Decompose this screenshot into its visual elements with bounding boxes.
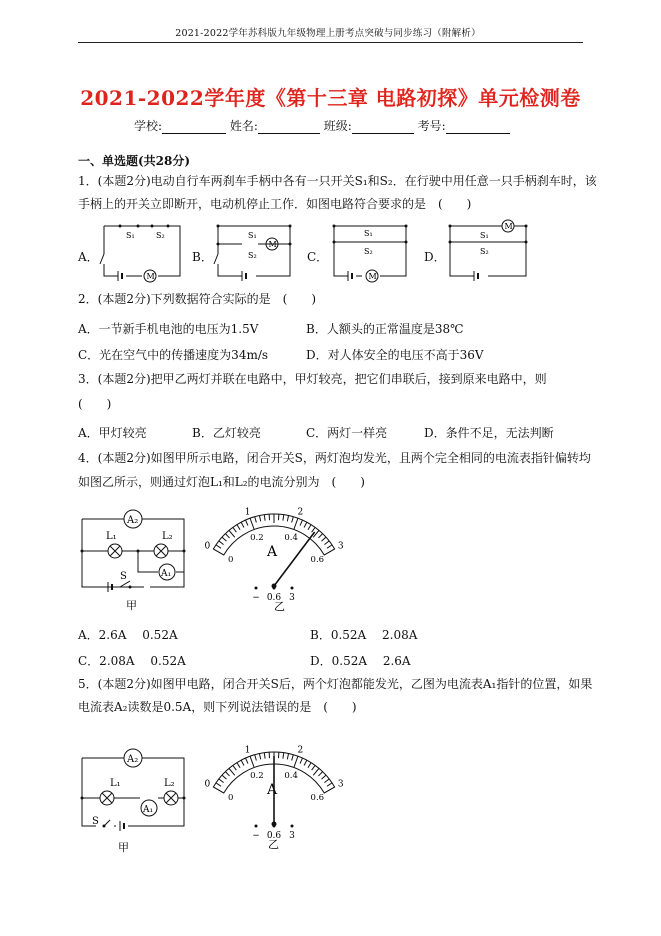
meter-tick xyxy=(327,545,332,548)
q4-l1-label: L₁ xyxy=(106,531,117,542)
q1c-motor: M xyxy=(368,272,377,281)
meter-outer-tick-label: 3 xyxy=(337,779,344,790)
q1-option-d-label: D． xyxy=(424,250,446,264)
section-heading: 一、单选题(共28分) xyxy=(78,154,191,168)
meter-tick xyxy=(300,520,302,525)
number-blank[interactable] xyxy=(446,121,510,134)
q4-l2-label: L₂ xyxy=(162,531,173,542)
meter-tick xyxy=(308,763,311,768)
q4-circuit-jia xyxy=(80,505,190,617)
meter-outer-tick-label: 0 xyxy=(204,779,211,790)
meter-tick xyxy=(313,768,319,775)
q3-line-1: 3．(本题2分)把甲乙两灯并联在电路中，甲灯较亮，把它们串联后，接到原来电路中，则 xyxy=(78,372,547,386)
q5-a1-label: A₁ xyxy=(143,805,154,815)
name-label: 姓名: xyxy=(229,119,258,133)
q1b-s2: S₂ xyxy=(248,251,257,260)
meter-outer-tick-label: 2 xyxy=(297,745,304,756)
meter-tick xyxy=(213,549,223,555)
meter-inner-tick-label: 0.2 xyxy=(250,771,264,782)
q5-s-label: S xyxy=(92,816,99,827)
meter-tick xyxy=(324,541,329,545)
q5-line-1: 5．(本题2分)如图甲电路，闭合开关S后，两个灯泡都能发光，乙图为电流表A₁指针的位置，如果 xyxy=(78,677,593,691)
meter-inner-tick-label: 0.2 xyxy=(250,533,264,544)
meter-tick xyxy=(233,527,237,532)
meter-outer-tick-label: 1 xyxy=(244,507,251,518)
school-label: 学校: xyxy=(134,119,163,133)
meter-outer-tick-label: 3 xyxy=(337,541,344,552)
meter-tick xyxy=(250,756,254,767)
q1-circuit-b xyxy=(212,218,296,286)
meter-tick xyxy=(216,783,221,786)
q2-option-b[interactable]: B．人额头的正常温度是38℃ xyxy=(306,322,464,336)
running-header: 2021-2022学年苏科版九年级物理上册考点突破与同步练习（附解析） xyxy=(175,28,481,39)
meter-outer-tick-label: 2 xyxy=(297,507,304,518)
meter-tick xyxy=(241,760,244,765)
q2-option-a[interactable]: A．一节新手机电池的电压为1.5V xyxy=(78,322,259,336)
meter-tick xyxy=(222,775,226,779)
meter-tick xyxy=(264,515,265,521)
meter-tick xyxy=(292,755,294,761)
meter-tick xyxy=(283,515,284,521)
q5-circuit-jia xyxy=(80,748,192,858)
meter-tick xyxy=(324,549,334,555)
meter-tick xyxy=(300,758,302,763)
meter-tick xyxy=(237,525,240,530)
q5-ammeter-yi xyxy=(202,730,358,850)
meter-tick xyxy=(229,530,235,537)
meter-terminal xyxy=(291,825,294,828)
meter-tick xyxy=(225,772,229,776)
q4-ammeter-yi xyxy=(202,492,358,612)
meter-terminal-label: − xyxy=(252,593,260,603)
q1a-motor: M xyxy=(146,272,155,281)
meter-tick xyxy=(304,522,307,527)
meter-tick xyxy=(259,516,260,522)
school-blank[interactable] xyxy=(162,121,226,134)
meter-inner-tick-label: 0.4 xyxy=(284,533,298,544)
meter-tick xyxy=(264,753,265,759)
meter-tick xyxy=(216,545,221,548)
meter-terminal xyxy=(273,825,276,828)
q4-option-b[interactable]: B．0.52A 2.08A xyxy=(310,628,418,642)
header-divider xyxy=(78,42,583,43)
meter-outer-tick-label: 0 xyxy=(204,541,211,552)
q1d-s1: S₁ xyxy=(480,231,489,240)
q1-circuit-d xyxy=(444,218,532,286)
q5-fig-yi: 乙 xyxy=(268,838,279,851)
q4-s-label: S xyxy=(120,571,127,582)
q4-fig-jia: 甲 xyxy=(126,599,137,612)
meter-tick xyxy=(304,760,307,765)
q1-option-a-label: A． xyxy=(78,250,99,264)
meter-outer-tick-label: 1 xyxy=(244,745,251,756)
meter-tick xyxy=(322,537,326,541)
q2-stem: 2．(本题2分)下列数据符合实际的是 ( ) xyxy=(78,292,316,306)
meter-terminal-label: − xyxy=(252,831,260,841)
meter-terminal-label: 3 xyxy=(289,831,295,841)
meter-inner-tick-label: 0 xyxy=(227,793,234,803)
q5-l1-label: L₁ xyxy=(110,778,121,789)
q1-line-2: 手柄上的开关立即断开，电动机停止工作．如图电路符合要求的是 ( ) xyxy=(78,197,472,211)
meter-terminal-label: 3 xyxy=(289,593,295,603)
q3-option-d[interactable]: D．条件不足，无法判断 xyxy=(424,426,554,440)
meter-tick xyxy=(283,753,284,759)
student-info-line xyxy=(134,117,510,134)
meter-terminal-label: 0.6 xyxy=(266,593,282,603)
meter-tick xyxy=(324,779,329,783)
meter-tick xyxy=(246,520,248,525)
meter-tick xyxy=(294,518,298,529)
q3-option-c[interactable]: C．两灯一样亮 xyxy=(306,426,388,440)
q1b-motor: M xyxy=(268,240,277,249)
meter-tick xyxy=(241,522,244,527)
meter-inner-tick-label: 0.4 xyxy=(284,771,298,782)
meter-tick xyxy=(237,763,240,768)
meter-tick xyxy=(318,772,322,776)
meter-tick xyxy=(312,765,316,770)
meter-tick xyxy=(287,516,288,522)
q1-option-c-label: C． xyxy=(307,250,329,264)
meter-tick xyxy=(250,518,254,529)
meter-tick xyxy=(222,537,226,541)
meter-tick xyxy=(292,517,294,523)
q1d-motor: M xyxy=(504,222,513,231)
meter-tick xyxy=(255,517,257,523)
meter-terminal-label: 0.6 xyxy=(266,831,282,841)
q1-circuit-a xyxy=(96,218,186,286)
meter-inner-tick-label: 0.6 xyxy=(310,555,325,565)
q4-option-c[interactable]: C．2.08A 0.52A xyxy=(78,654,186,668)
meter-tick xyxy=(318,534,322,538)
meter-tick xyxy=(219,541,224,545)
meter-tick xyxy=(219,779,224,783)
meter-unit-label: A xyxy=(266,782,278,798)
q3-line-2: ( ) xyxy=(78,397,112,411)
q1a-s2: S₂ xyxy=(156,231,165,240)
q1-option-b-label: B． xyxy=(192,250,213,264)
meter-terminal xyxy=(255,825,258,828)
meter-tick xyxy=(213,787,223,793)
meter-tick xyxy=(225,534,229,538)
meter-terminal xyxy=(291,587,294,590)
q1-line-1: 1．(本题2分)电动自行车两刹车手柄中各有一只开关S₁和S₂．在行驶中用任意一只手柄刹车时，该 xyxy=(78,174,597,188)
meter-unit-label: A xyxy=(266,544,278,560)
q4-line-1: 4．(本题2分)如图甲所示电路，闭合开关S，两灯泡均发光，且两个完全相同的电流表指针偏转均 xyxy=(78,451,591,465)
q1c-s2: S₂ xyxy=(364,247,373,256)
q4-fig-yi: 乙 xyxy=(274,600,285,613)
meter-tick xyxy=(255,755,257,761)
meter-tick xyxy=(322,775,326,779)
meter-tick xyxy=(259,754,260,760)
class-label: 班级: xyxy=(323,119,352,133)
q4-a2-label: A₂ xyxy=(127,515,139,526)
meter-tick xyxy=(246,758,248,763)
q5-a2-label: A₂ xyxy=(127,754,139,765)
meter-tick xyxy=(287,754,288,760)
meter-terminal xyxy=(273,587,276,590)
meter-terminal xyxy=(255,587,258,590)
meter-tick xyxy=(308,525,311,530)
q5-fig-jia: 甲 xyxy=(118,841,129,854)
meter-inner-tick-label: 0.6 xyxy=(310,793,325,803)
q3-option-b[interactable]: B．乙灯较亮 xyxy=(192,426,261,440)
page-title: 2021-2022学年度《第十三章 电路初探》单元检测卷 xyxy=(80,86,581,110)
q1a-s1: S₁ xyxy=(126,231,135,240)
q1-circuit-c xyxy=(328,218,412,286)
meter-tick xyxy=(294,756,298,767)
class-blank[interactable] xyxy=(352,121,414,134)
q2-option-c[interactable]: C．光在空气中的传播速度为34m/s xyxy=(78,348,269,362)
q4-option-a[interactable]: A．2.6A 0.52A xyxy=(78,628,178,642)
meter-inner-tick-label: 0 xyxy=(227,555,234,565)
number-label: 考号: xyxy=(417,119,446,133)
q1d-s2: S₂ xyxy=(480,247,489,256)
name-blank[interactable] xyxy=(258,121,320,134)
q4-line-2: 如图乙所示，则通过灯泡L₁和L₂的电流分别为 ( ) xyxy=(78,475,365,489)
q5-l2-label: L₂ xyxy=(164,778,175,789)
meter-tick xyxy=(327,783,332,786)
q2-option-d[interactable]: D．对人体安全的电压不高于36V xyxy=(306,348,484,362)
q5-line-2: 电流表A₂读数是0.5A，则下列说法错误的是 ( ) xyxy=(78,700,357,714)
meter-tick xyxy=(324,787,334,793)
meter-tick xyxy=(312,527,316,532)
meter-tick xyxy=(229,768,235,775)
q4-option-d[interactable]: D．0.52A 2.6A xyxy=(310,654,411,668)
q1b-s1: S₁ xyxy=(248,231,257,240)
q1c-s1: S₁ xyxy=(364,229,373,238)
meter-tick xyxy=(233,765,237,770)
q4-a1-label: A₁ xyxy=(161,569,172,579)
q3-option-a[interactable]: A．甲灯较亮 xyxy=(78,426,147,440)
